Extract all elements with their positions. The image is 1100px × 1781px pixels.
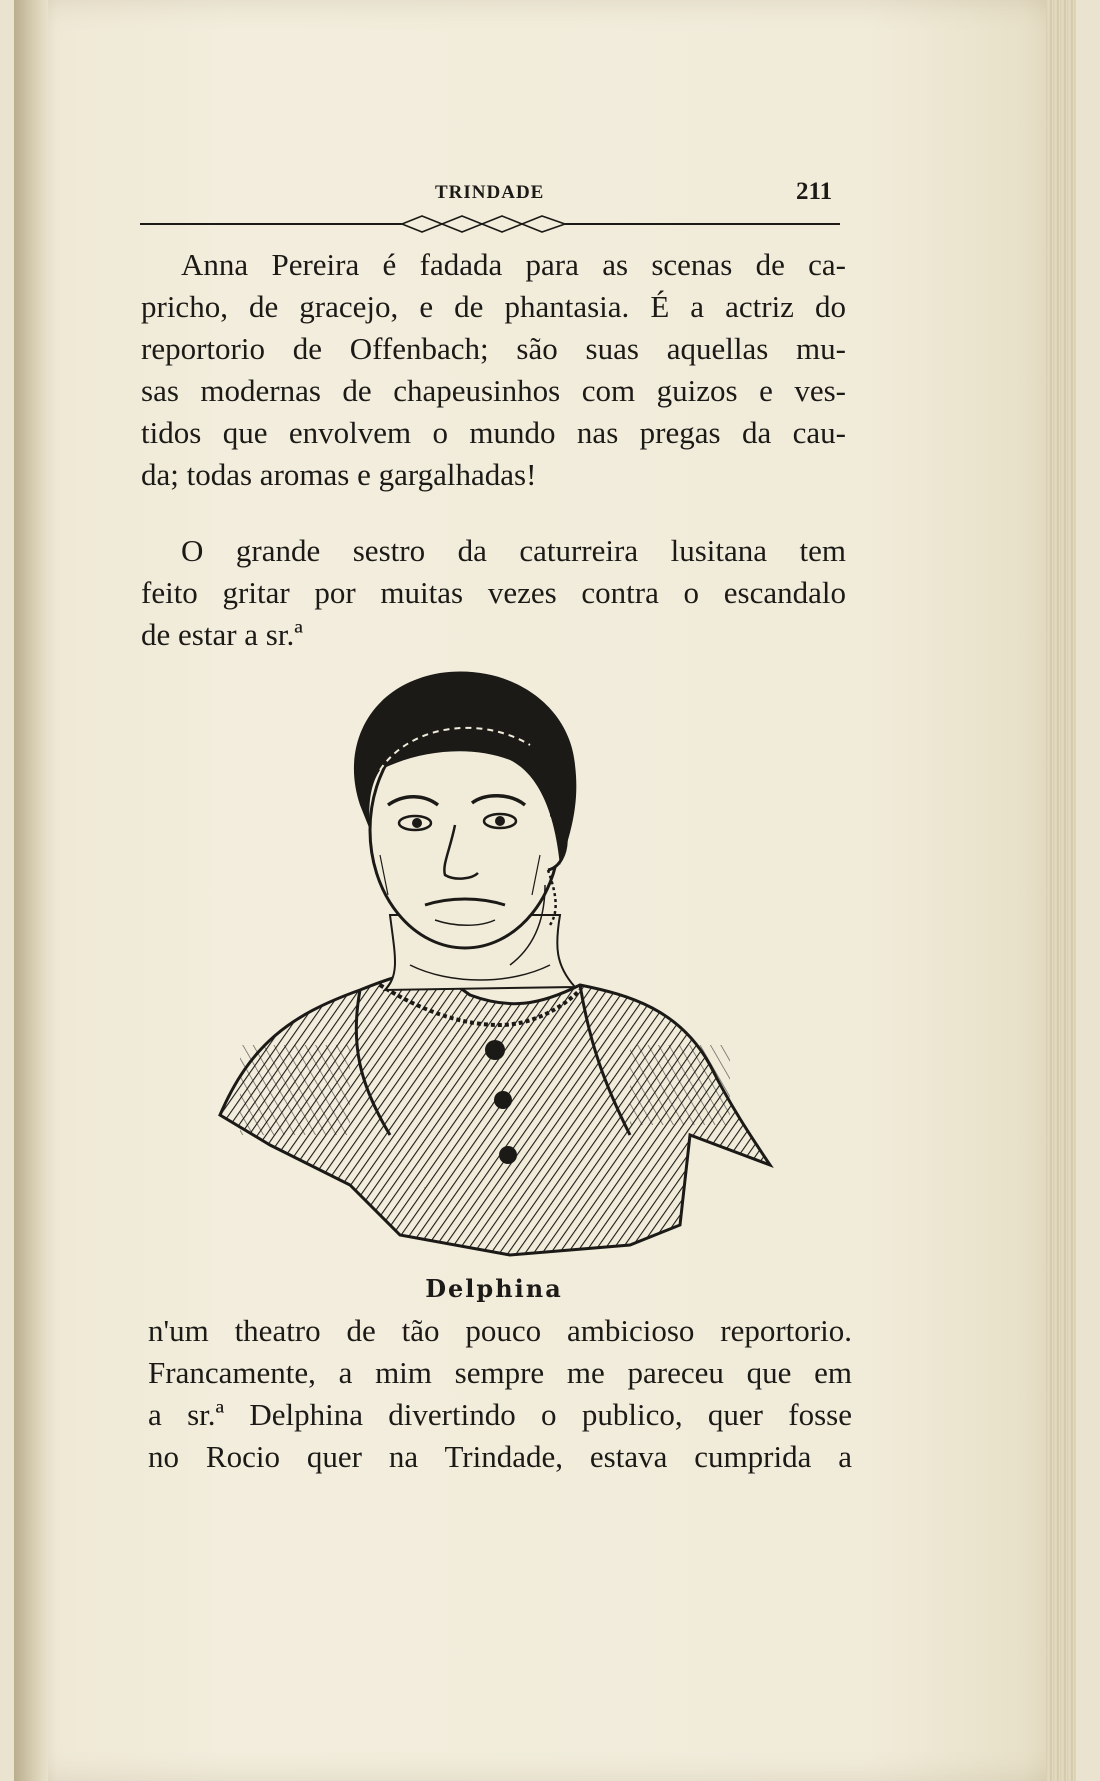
page-edges	[1046, 0, 1076, 1781]
caption-text: Delphina	[425, 1274, 563, 1303]
paragraph-3	[148, 1310, 852, 1478]
running-title: TRINDADE	[435, 182, 545, 203]
binding-edge	[14, 0, 48, 1781]
text-line: de estar a sr.ª	[141, 617, 303, 652]
text-line: Anna Pereira é fadada para as scenas de ca-	[181, 247, 846, 282]
text-line: pricho, de gracejo, e de phantasia. É a actriz do	[141, 289, 846, 324]
text-line: Francamente, a mim sempre me pareceu que em	[148, 1355, 852, 1390]
paragraph-2	[141, 530, 846, 656]
text-line: reportorio de Offenbach; são suas aquellas mu-	[141, 331, 846, 366]
text-line: a sr.ª Delphina divertindo o publico, quer fosse	[148, 1397, 852, 1432]
ornament-rule	[140, 212, 840, 234]
illustration-caption	[0, 1274, 1100, 1303]
text-line: O grande sestro da caturreira lusitana tem	[181, 533, 846, 568]
text-line: da; todas aromas e gargalhadas!	[141, 457, 537, 492]
text-line: sas modernas de chapeusinhos com guizos e ves-	[141, 373, 846, 408]
text-line: n'um theatro de tão pouco ambicioso reportorio.	[148, 1313, 852, 1348]
text-line: feito gritar por muitas vezes contra o escandalo	[141, 575, 846, 610]
portrait-engraving	[210, 665, 790, 1260]
text-line: no Rocio quer na Trindade, estava cumprida a	[148, 1439, 852, 1474]
paragraph-1	[141, 244, 846, 496]
page-number: 211	[796, 178, 833, 205]
text-line: tidos que envolvem o mundo nas pregas da cau-	[141, 415, 846, 450]
